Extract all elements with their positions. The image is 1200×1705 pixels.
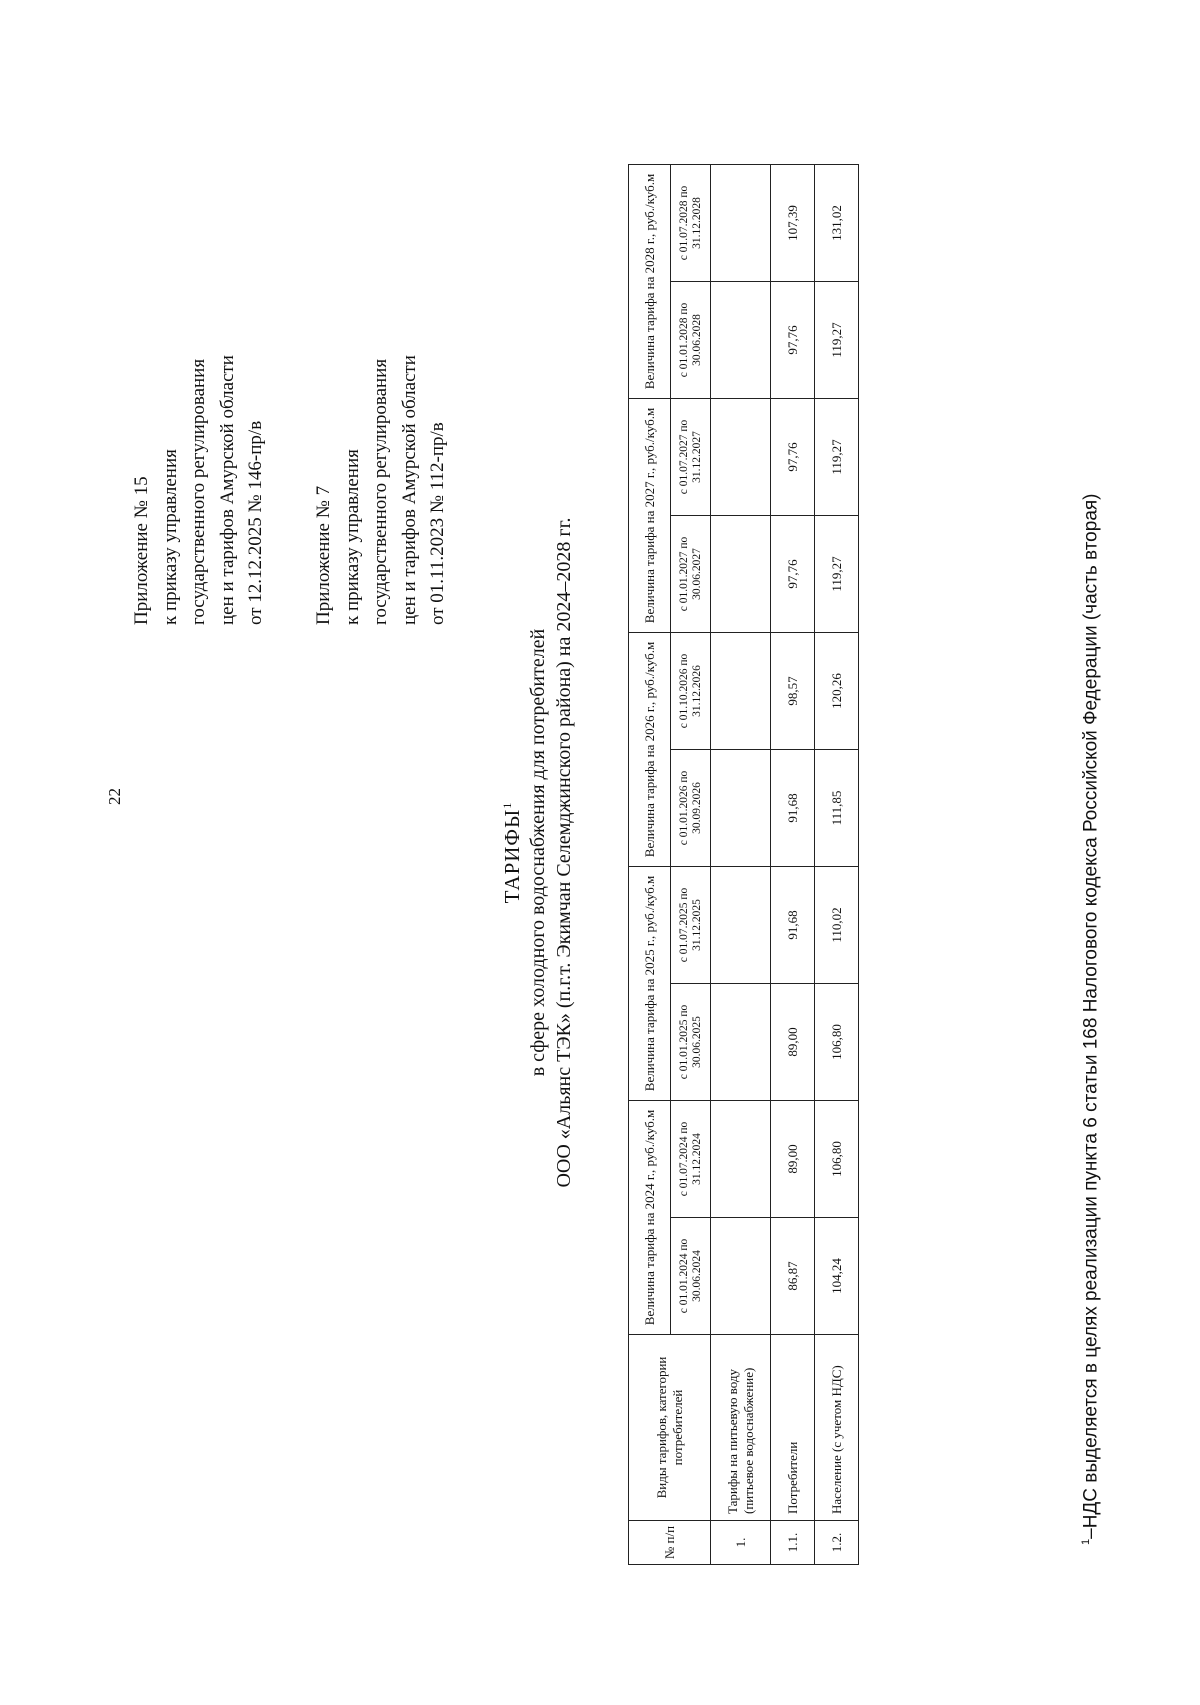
appendix-current-line1: Приложение № 15 <box>131 476 152 625</box>
header-year-2027: Величина тарифа на 2027 г., руб./куб.м <box>629 399 671 633</box>
tariff-cell: 89,00 <box>771 1101 815 1218</box>
header-year-2025: Величина тарифа на 2025 г., руб./куб.м <box>629 867 671 1101</box>
header-year-2024: Величина тарифа на 2024 г., руб./куб.м <box>629 1101 671 1335</box>
tariff-cell: 120,26 <box>815 633 859 750</box>
tariff-cell: 98,57 <box>771 633 815 750</box>
tariff-cell: 119,27 <box>815 399 859 516</box>
title-footnote-mark: 1 <box>500 801 514 809</box>
header-period-2027-2: с 01.07.2027 по 31.12.2027 <box>671 399 711 516</box>
appendix-previous-line5: от 01.11.2023 № 112-пр/в <box>427 422 448 625</box>
section-label: Тарифы на питьевую воду (питьевое водоснабжение) <box>711 1335 771 1521</box>
appendix-previous-line3: государственного регулирования <box>370 358 391 625</box>
tariff-table <box>628 164 859 1565</box>
row-num: 1.1. <box>771 1521 815 1565</box>
tariff-cell: 131,02 <box>815 165 859 282</box>
header-year-2028: Величина тарифа на 2028 г., руб./куб.м <box>629 165 671 399</box>
tariff-cell: 91,68 <box>771 867 815 984</box>
header-year-2026: Величина тарифа на 2026 г., руб./куб.м <box>629 633 671 867</box>
empty-cell <box>711 516 771 633</box>
tariff-cell: 106,80 <box>815 1101 859 1218</box>
document-subtitle-line1: в сфере холодного водоснабжения для потребителей <box>527 628 549 1077</box>
tariff-cell: 119,27 <box>815 282 859 399</box>
appendix-previous-line4: цен и тарифов Амурской области <box>398 355 420 625</box>
empty-cell <box>711 984 771 1101</box>
tariff-cell: 97,76 <box>771 282 815 399</box>
appendix-current-line3: государственного регулирования <box>188 358 209 625</box>
tariff-cell: 107,39 <box>771 165 815 282</box>
tariff-cell: 86,87 <box>771 1218 815 1335</box>
header-period-2027-1: с 01.01.2027 по 30.06.2027 <box>671 516 711 633</box>
section-num: 1. <box>711 1521 771 1565</box>
tariff-cell: 91,68 <box>771 750 815 867</box>
empty-cell <box>711 282 771 399</box>
table-row <box>815 165 859 1565</box>
appendix-previous <box>310 355 453 625</box>
header-period-2025-1: с 01.01.2025 по 30.06.2025 <box>671 984 711 1101</box>
empty-cell <box>711 1101 771 1218</box>
header-period-2024-1: с 01.01.2024 по 30.06.2024 <box>671 1218 711 1335</box>
tariff-cell: 119,27 <box>815 516 859 633</box>
appendix-current <box>128 355 271 625</box>
appendix-current-line2: к приказу управления <box>159 449 181 625</box>
document-title-text: ТАРИФЫ <box>500 808 524 904</box>
header-kind: Виды тарифов, категории потребителей <box>629 1335 711 1521</box>
tariff-cell: 110,02 <box>815 867 859 984</box>
title-block <box>500 0 577 1705</box>
tariff-cell: 97,76 <box>771 399 815 516</box>
header-period-2028-2: с 01.07.2028 по 31.12.2028 <box>671 165 711 282</box>
appendix-current-line5: от 12.12.2025 № 146-пр/в <box>245 420 266 625</box>
header-period-2026-1: с 01.01.2026 по 30.09.2026 <box>671 750 711 867</box>
footnote-mark: 1 <box>1080 1538 1092 1545</box>
appendix-previous-line1: Приложение № 7 <box>313 485 334 625</box>
tariff-cell: 89,00 <box>771 984 815 1101</box>
row-label: Население (с учетом НДС) <box>815 1335 859 1521</box>
table-row-section <box>711 165 771 1565</box>
header-period-2026-2: с 01.10.2026 по 31.12.2026 <box>671 633 711 750</box>
appendix-previous-line2: к приказу управления <box>341 449 363 625</box>
header-period-2028-1: с 01.01.2028 по 30.06.2028 <box>671 282 711 399</box>
tariff-cell: 97,76 <box>771 516 815 633</box>
page-number: 22 <box>105 788 124 805</box>
header-num: № п/п <box>629 1521 711 1565</box>
tariff-cell: 111,85 <box>815 750 859 867</box>
row-label: Потребители <box>771 1335 815 1521</box>
tariff-cell: 106,80 <box>815 984 859 1101</box>
empty-cell <box>711 633 771 750</box>
table-row <box>771 165 815 1565</box>
tariff-cell: 104,24 <box>815 1218 859 1335</box>
footnote-text: –НДС выделяется в целях реализации пункта 6 статьи 168 Налогового кодекса Российской Федерации (часть вторая) <box>1080 493 1102 1539</box>
footnote <box>1080 494 1102 1546</box>
empty-cell <box>711 867 771 984</box>
document-title <box>500 0 525 1705</box>
document-subtitle-line2: ООО «Альянс ТЭК» (п.г.т. Экимчан Селемджинского района) на 2024–2028 гг. <box>553 517 575 1188</box>
header-period-2024-2: с 01.07.2024 по 31.12.2024 <box>671 1101 711 1218</box>
empty-cell <box>711 750 771 867</box>
empty-cell <box>711 399 771 516</box>
row-num: 1.2. <box>815 1521 859 1565</box>
empty-cell <box>711 165 771 282</box>
header-period-2025-2: с 01.07.2025 по 31.12.2025 <box>671 867 711 984</box>
empty-cell <box>711 1218 771 1335</box>
appendix-current-line4: цен и тарифов Амурской области <box>216 355 238 625</box>
